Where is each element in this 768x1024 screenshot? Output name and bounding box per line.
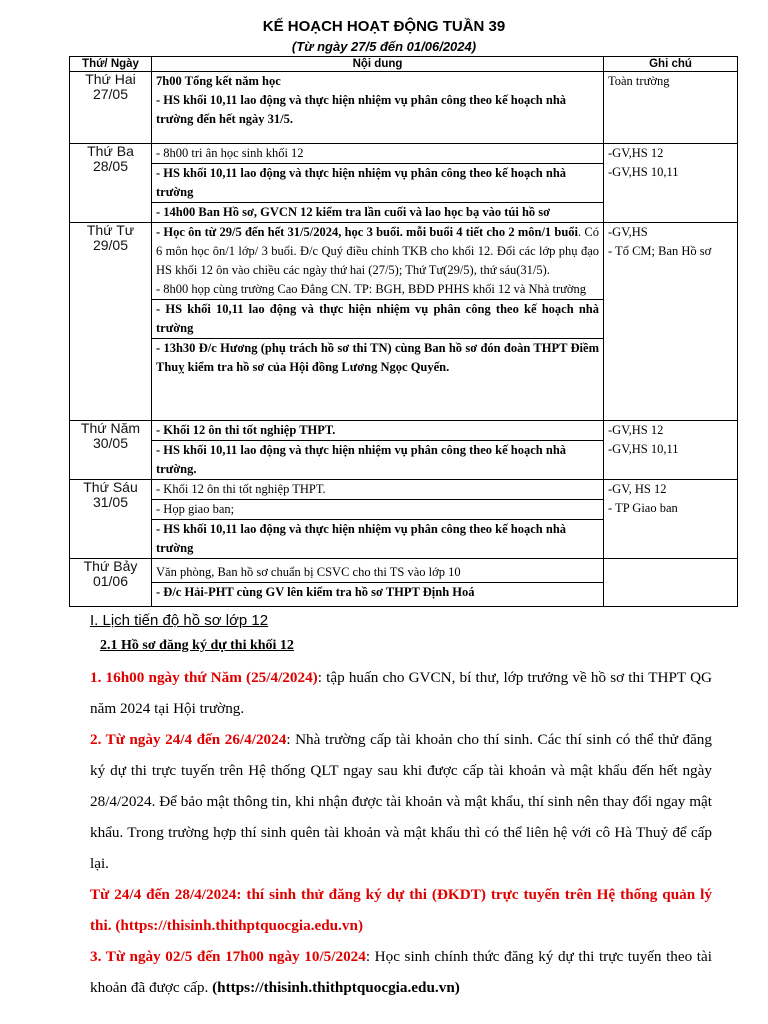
paragraph-3-text: Từ 24/4 đến 28/4/2024: thí sinh thử đăng ký dự thi (ĐKDT) trực tuyến trên Hệ thống quản lý thi. (https://thisinh.thithptquocgia.edu.vn) [90,886,712,934]
paragraph-1-date: 1. 16h00 ngày thứ Năm (25/4/2024) [90,669,318,686]
table-row [70,144,738,223]
notes-cell [604,72,738,144]
content-line: - Khối 12 ôn thi tốt nghiệp THPT. [156,482,326,496]
content-line: Văn phòng, Ban hồ sơ chuẩn bị CSVC cho thi TS vào lớp 10 [156,565,461,579]
notes-cell [604,144,738,223]
day-name: Thứ Hai [85,71,136,87]
content-line: - HS khối 10,11 lao động và thực hiện nhiệm vụ phân công theo kế hoạch nhà trường [152,519,603,558]
content-cell [152,72,604,144]
content-line: - HS khối 10,11 lao động và thực hiện nhiệm vụ phân công theo kế hoạch nhà trường [152,163,603,202]
thisinh-link[interactable]: (https://thisinh.thithptquocgia.edu.vn) [212,979,460,996]
day-date: 30/05 [92,435,129,451]
content-line: - HS khối 10,11 lao động và thực hiện nhiệm vụ phân công theo kế hoạch nhà trường [152,299,603,338]
note-line: -GV, HS 12 [608,482,667,496]
day-name: Thứ Sáu [83,479,138,495]
content-line: - 13h30 Đ/c Hương (phụ trách hồ sơ thi TN) cùng Ban hồ sơ đón đoàn THPT Điềm Thuỵ kiểm tra hồ sơ của Hội đồng Lương Ngọc Quyến. [152,338,603,377]
paragraph-2-text: : Nhà trường cấp tài khoản cho thí sinh. Các thí sinh có thể thử đăng ký dự thi trực tuyến trên Hệ thống QLT ngay sau khi được cấp tài khoản và mật khẩu đến hết ngày 28/4/2024. Để bảo mật thông tin, khi nhận được tài khoản và mật khẩu, thí sinh nên thay đổi ngay mật khẩu. Trong trường hợp thí sinh quên tài khoản và mật khẩu thì có thể liên hệ với cô Hà Thuỷ để cấp lại. [90,731,712,872]
day-date: 31/05 [92,494,129,510]
day-cell [70,480,152,559]
note-line: Toàn trường [608,74,670,88]
notes-cell [604,223,738,421]
day-name: Thứ Tư [86,222,135,238]
column-header-notes: Ghi chú [604,57,738,72]
content-cell [152,223,604,421]
page-title: KẾ HOẠCH HOẠT ĐỘNG TUẦN 39 [262,18,506,35]
table-row [70,559,738,607]
note-line: - TP Giao ban [608,501,678,515]
notes-cell [604,421,738,480]
content-line: - HS khối 10,11 lao động và thực hiện nhiệm vụ phân công theo kế hoạch nhà trường đến hết ngày 31/5. [156,93,567,126]
paragraph-2-date: 2. Từ ngày 24/4 đến 26/4/2024 [90,731,287,748]
day-date: 29/05 [92,237,129,253]
paragraph-4-text: : Học sinh chính thức đăng ký dự thi trực tuyến theo tài khoản đã được cấp. [90,948,712,996]
day-name: Thứ Năm [80,420,141,436]
table-row [70,421,738,480]
content-cell [152,421,604,480]
day-date: 27/05 [92,86,129,102]
note-line: - Tổ CM; Ban Hồ sơ [608,244,712,258]
paragraph-1 [90,662,712,724]
content-line [152,223,603,280]
section-heading: I. Lịch tiến độ hồ sơ lớp 12 [90,612,269,629]
paragraph-4-date: 3. Từ ngày 02/5 đến 17h00 ngày 10/5/2024 [90,948,366,965]
day-cell [70,223,152,421]
content-line-bold: - Học ôn từ 29/5 đến hết 31/5/2024, học 3 buổi. mỗi buổi 4 tiết cho 2 môn/1 buổi [156,225,579,239]
table-row [70,480,738,559]
paragraph-3 [90,879,712,941]
content-line: - 8h00 họp cùng trường Cao Đẳng CN. TP: BGH, BĐD PHHS khối 12 và Nhà trường [156,282,586,296]
content-cell [152,144,604,223]
paragraph-2 [90,724,712,879]
day-cell [70,72,152,144]
column-header-content: Nội dung [152,57,604,72]
paragraph-4 [90,941,712,1003]
table-row [70,72,738,144]
day-cell [70,421,152,480]
day-cell [70,559,152,607]
page-subtitle: (Từ ngày 27/5 đến 01/06/2024) [291,39,477,54]
paragraph-1-text: : tập huấn cho GVCN, bí thư, lớp trưởng về hồ sơ thi THPT QG năm 2024 tại Hội trường. [90,669,713,717]
note-line: -GV,HS 12 [608,146,664,160]
column-header-day: Thứ/ Ngày [70,57,152,72]
notes-cell [604,480,738,559]
table-header-row [70,57,738,72]
content-line: - Khối 12 ôn thi tốt nghiệp THPT. [156,423,336,437]
day-name: Thứ Ba [87,143,134,159]
notes-cell [604,559,738,607]
content-cell [152,559,604,607]
content-line: - Đ/c Hải-PHT cùng GV lên kiểm tra hồ sơ THPT Định Hoá [152,582,603,602]
content-line: - 14h00 Ban Hồ sơ, GVCN 12 kiểm tra lần cuối và lao học bạ vào túi hồ sơ [152,202,603,222]
content-line: - HS khối 10,11 lao động và thực hiện nhiệm vụ phân công theo kế hoạch nhà trường. [152,440,603,479]
note-line: -GV,HS 10,11 [608,442,679,456]
day-date: 28/05 [92,158,129,174]
content-line: - Họp giao ban; [152,499,603,519]
day-date: 01/06 [92,573,129,589]
weekly-schedule-table [69,56,738,607]
content-line: 7h00 Tổng kết năm học [156,74,281,88]
content-line: - 8h00 tri ân học sinh khối 12 [156,146,304,160]
note-line: -GV,HS [608,225,648,239]
section-subheading: 2.1 Hồ sơ đăng ký dự thi khối 12 [100,638,294,653]
day-name: Thứ Bảy [83,558,138,574]
note-line: -GV,HS 12 [608,423,664,437]
content-cell [152,480,604,559]
day-cell [70,144,152,223]
content-line-rest: . Có 6 môn học ôn/1 lớp/ 3 buổi. Đ/c Quý điều chỉnh TKB cho khối 12. Đối các lớp phụ đạo HS khối 12 ôn vào chiều các ngày thứ hai (27/5); Thứ Tư(29/5), thứ sáu(31/5). [156,225,599,277]
table-row [70,223,738,421]
note-line: -GV,HS 10,11 [608,165,679,179]
